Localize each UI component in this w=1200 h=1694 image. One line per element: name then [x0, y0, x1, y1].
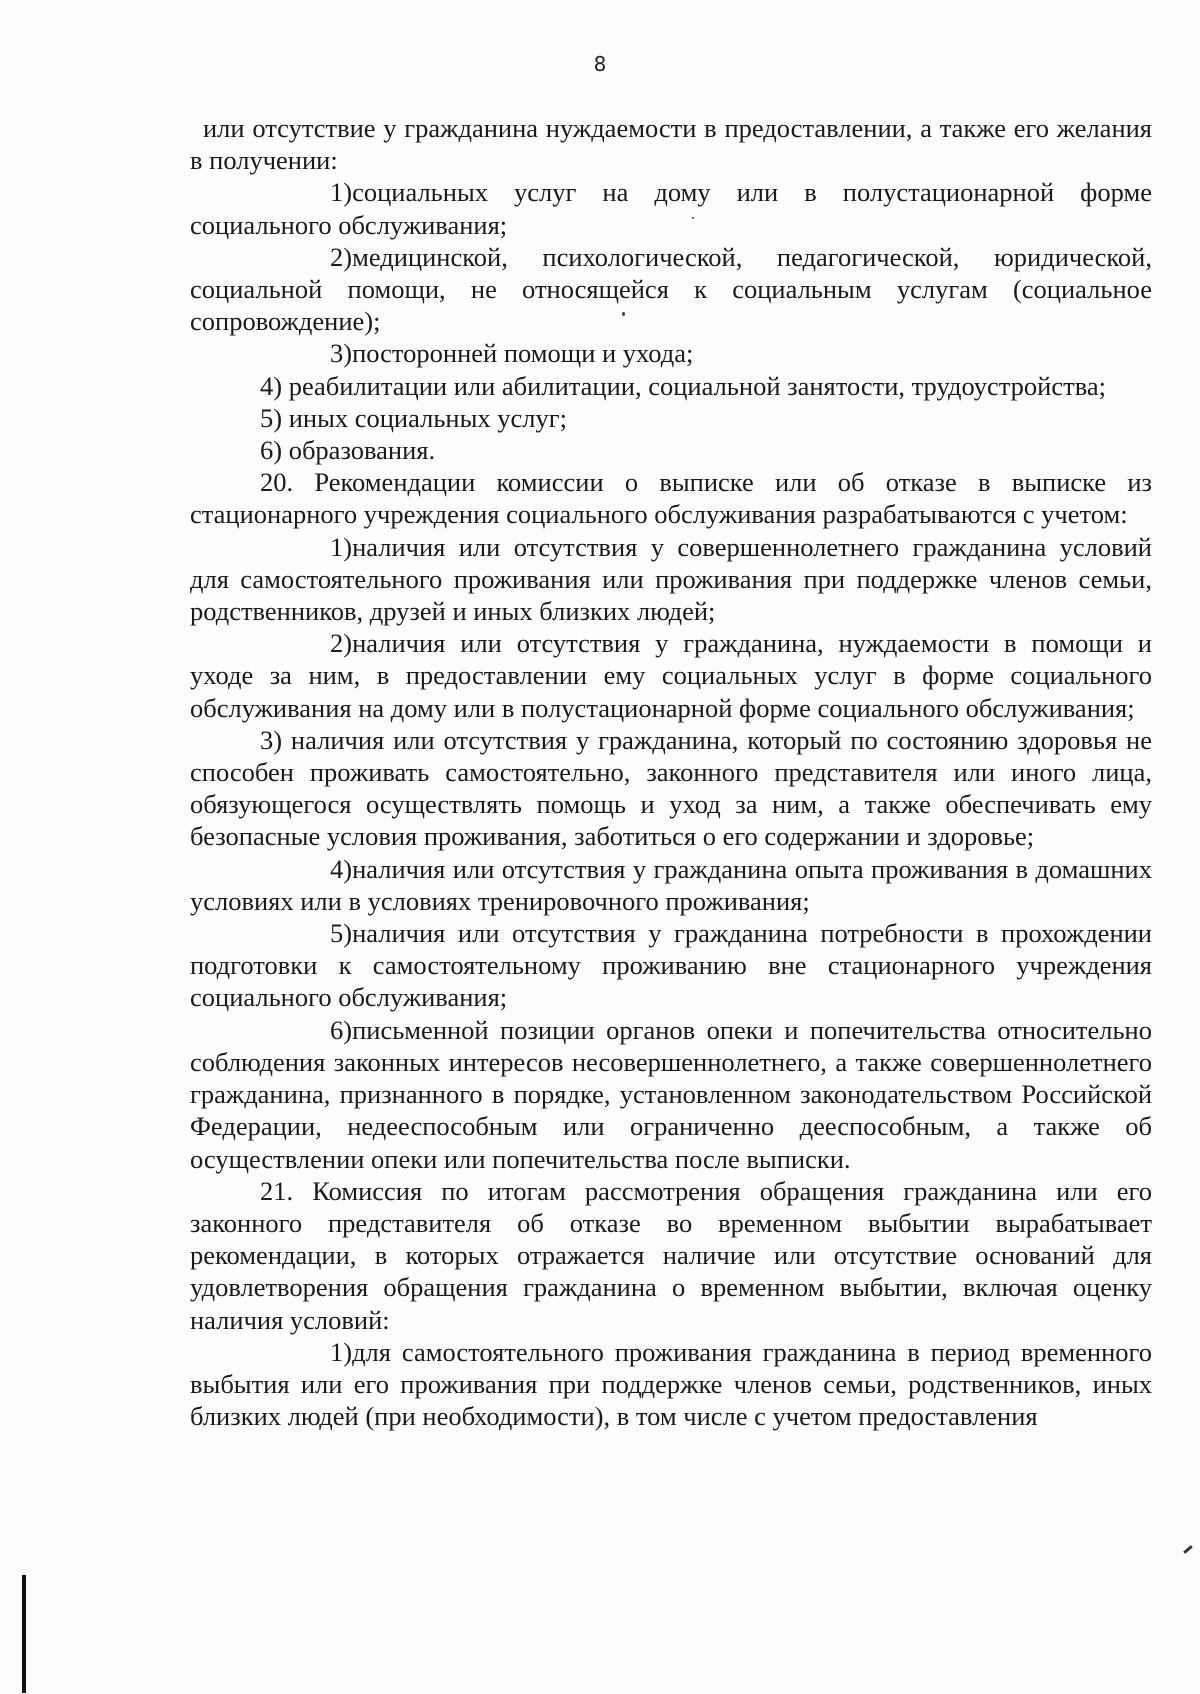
list-item: 2)наличия или отсутствия у гражданина, нуждаемости в помощи и уходе за ним, в предоставлении ему социальных услуг в форме социального обслуживания на дому или в полустационарной форме социального обслуживания; [190, 628, 1152, 723]
paragraph: 21. Комиссия по итогам рассмотрения обращения гражданина или его законного представителя об отказе во временном выбытии вырабатывает рекомендации, в которых отражается наличие или отсутствие оснований для удовлетворения обращения гражданина о временном выбытии, включая оценку наличия условий: [190, 1175, 1152, 1335]
list-item: 6) образования. [260, 435, 436, 466]
list-number: 5) [330, 918, 353, 949]
list-item: 3) наличия или отсутствия у гражданина, который по состоянию здоровья не способен проживать самостоятельно, законного представителя или иного лица, обязующегося осуществлять помощь и уход за ним, а также обеспечивать ему безопасные условия проживания, заботиться о его содержании и здоровье; [190, 724, 1152, 852]
list-number: 2) [330, 628, 353, 659]
list-item: 6)письменной позиции органов опеки и попечительства относительно соблюдения законных интересов несовершеннолетнего, а также совершеннолетнего гражданина, признанного в порядке, установленном законодательством Российской Федерации, недееспособным или ограниченно дееспособным, а также об осуществлении опеки или попечительства после выписки. [190, 1014, 1152, 1174]
list-number: 1) [330, 1336, 353, 1367]
list-number: 1) [330, 177, 353, 208]
list-number: 3) [330, 338, 353, 369]
list-item: 2)медицинской, психологической, педагогической, юридической, социальной помощи, не относящейся к социальным услугам (социальное сопровождение); [190, 241, 1152, 337]
scan-artifact [1183, 1545, 1193, 1554]
paragraph: 20. Рекомендации комиссии о выписке или об отказе в выписке из стационарного учреждения социального обслуживания разрабатываются с учетом: [190, 467, 1152, 530]
list-number: 2) [330, 241, 353, 272]
paragraph: или отсутствие у гражданина нуждаемости в предоставлении, а также его желания в получении: [190, 113, 1152, 176]
scan-edge-mark [22, 1575, 26, 1693]
list-item: 1)социальных услуг на дому или в полустационарной форме социального обслуживания; [190, 177, 1152, 240]
list-number: 1) [330, 531, 353, 562]
list-number: 4) [330, 853, 353, 884]
list-item: 5) иных социальных услуг; [260, 402, 568, 433]
scan-speck [622, 312, 625, 316]
document-body [190, 112, 1152, 1432]
list-item: 3)посторонней помощи и ухода; [190, 337, 1152, 369]
list-item: 4) реабилитации или абилитации, социальной занятости, трудоустройства; [260, 370, 1106, 401]
page-number: 8 [593, 52, 607, 76]
list-number: 6) [330, 1014, 353, 1045]
scan-speck [692, 217, 694, 219]
list-item: 5)наличия или отсутствия у гражданина потребности в прохождении подготовки к самостоятельному проживанию вне стационарного учреждения социального обслуживания; [190, 918, 1152, 1013]
list-item: 1)для самостоятельного проживания гражданина в период временного выбытия или его проживания при поддержке членов семьи, родственников, иных близких людей (при необходимости), в том числе с учетом предоставления [190, 1336, 1152, 1432]
list-item: 1)наличия или отсутствия у совершеннолетнего гражданина условий для самостоятельного проживания или проживания при поддержке членов семьи, родственников, друзей и иных близких людей; [190, 531, 1152, 627]
list-item: 4)наличия или отсутствия у гражданина опыта проживания в домашних условиях или в условиях тренировочного проживания; [190, 853, 1152, 916]
